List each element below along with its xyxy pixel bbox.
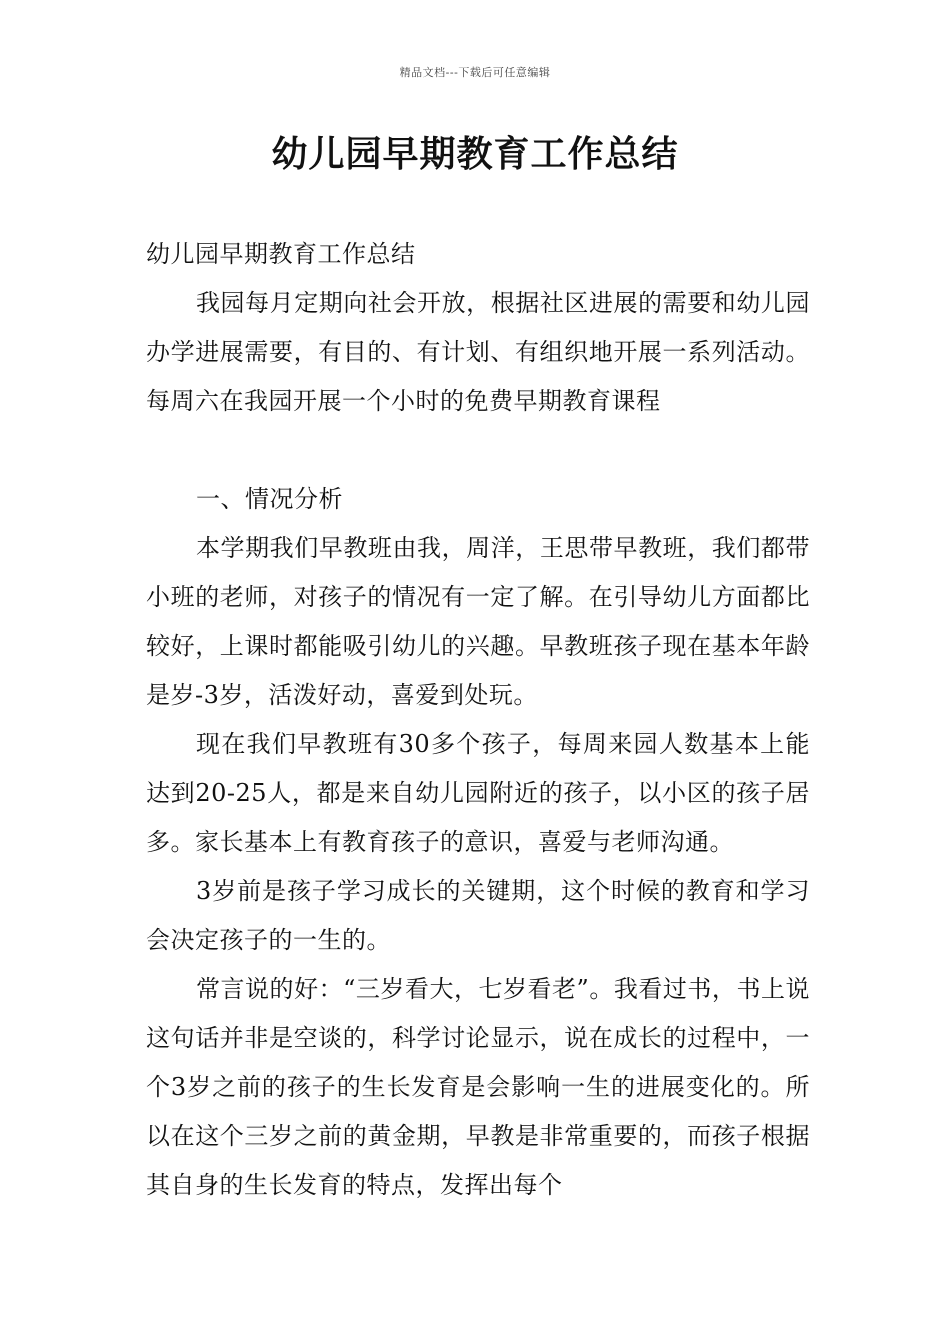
subtitle-paragraph: 幼儿园早期教育工作总结 bbox=[146, 240, 416, 268]
body-paragraph: 3岁前是孩子学习成长的关键期，这个时候的教育和学习会决定孩子的一生的。 bbox=[146, 877, 810, 954]
document-title: 幼儿园早期教育工作总结 bbox=[271, 134, 679, 175]
body-paragraph: 常言说的好：“三岁看大，七岁看老”。我看过书，书上说这句话并非是空谈的，科学讨论显示，说在成长的过程中，一个3岁之前的孩子的生长发育是会影响一生的进展变化的。所以在这个三岁之前的黄金期，早教是非常重要的，而孩子根据其自身的生长发育的特点，发挥出每个 bbox=[146, 975, 810, 1199]
section-heading: 一、情况分析 bbox=[196, 485, 343, 513]
document-body bbox=[146, 230, 810, 1210]
header-note: 精品文档---下载后可任意编辑 bbox=[399, 66, 551, 79]
body-paragraph: 本学期我们早教班由我，周洋，王思带早教班，我们都带小班的老师，对孩子的情况有一定了解。在引导幼儿方面都比较好，上课时都能吸引幼儿的兴趣。早教班孩子现在基本年龄是岁-3岁，活泼好动，喜爱到处玩。 bbox=[146, 534, 810, 709]
paragraph-spacer bbox=[146, 426, 810, 475]
body-paragraph: 现在我们早教班有30多个孩子，每周来园人数基本上能达到20-25人，都是来自幼儿园附近的孩子，以小区的孩子居多。家长基本上有教育孩子的意识，喜爱与老师沟通。 bbox=[146, 730, 810, 856]
intro-paragraph: 我园每月定期向社会开放，根据社区进展的需要和幼儿园办学进展需要，有目的、有计划、有组织地开展一系列活动。每周六在我园开展一个小时的免费早期教育课程 bbox=[146, 289, 810, 415]
